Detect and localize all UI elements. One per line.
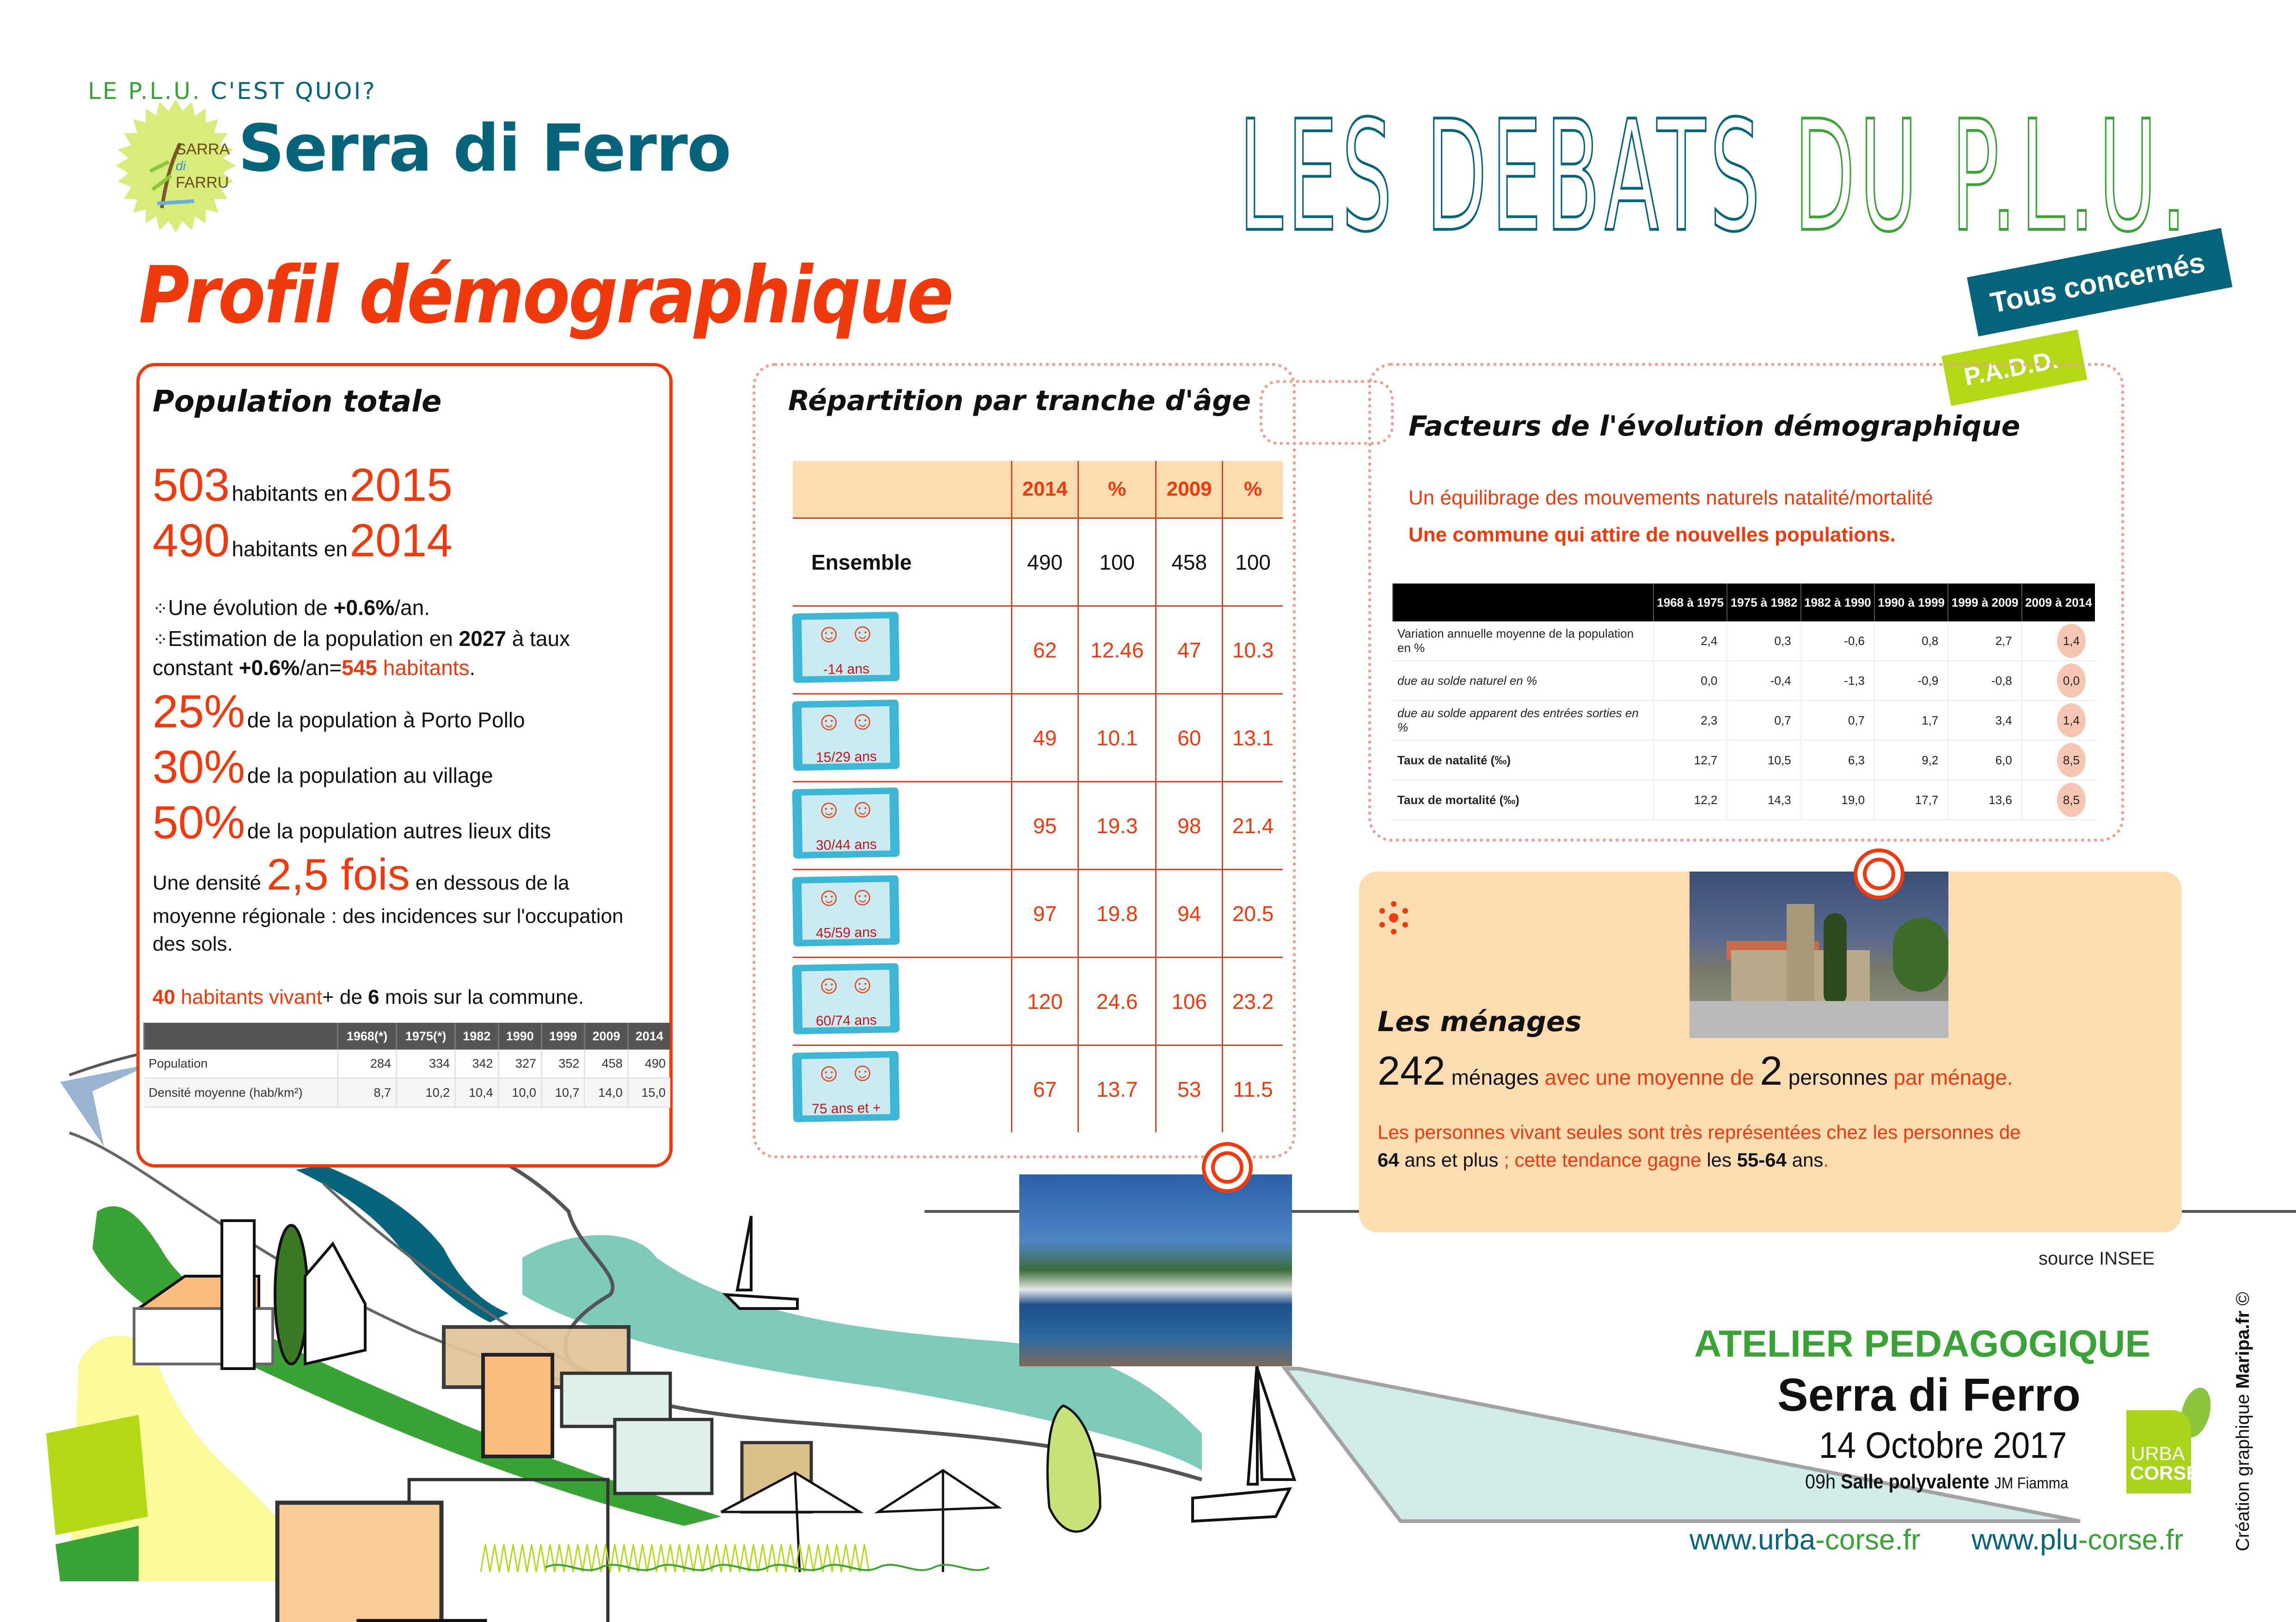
column-header: 2009 (1156, 461, 1223, 518)
table-cell: 284 (337, 1050, 396, 1078)
residents-line: 40 habitants vivant+ de 6 mois sur la commune. (153, 986, 584, 1008)
table-cell: -0,8 (1948, 661, 2021, 700)
column-header: 1982 à 1990 (1801, 584, 1874, 621)
table-cell: 1,7 (1874, 700, 1948, 740)
table-row (144, 1078, 671, 1107)
column-header: 1999 à 2009 (1948, 584, 2021, 621)
bullet-dots-icon: ⁘ (153, 630, 168, 650)
table-cell: 11.5 (1223, 1045, 1283, 1133)
table-cell: 14,3 (1727, 780, 1800, 820)
age-label: -14 ans (823, 661, 870, 677)
density-line2: moyenne régionale : des incidences sur l'occupation (153, 905, 624, 928)
house-2 (483, 1355, 552, 1456)
age-heading: Répartition par tranche d'âge (788, 385, 1251, 417)
factors-line1: Un équilibrage des mouvements naturels natalité/mortalité (1408, 486, 1933, 509)
menages-line3: 64 ans et plus ; cette tendance gagne les 55-64 ans. (1378, 1149, 1829, 1171)
column-header: 1982 (455, 1023, 498, 1050)
highlight-cell (2022, 621, 2095, 661)
table-cell: 12.46 (1078, 606, 1156, 694)
table-cell: -0,6 (1801, 621, 1874, 661)
column-header: % (1078, 461, 1156, 518)
table-row (1393, 780, 2095, 820)
atelier-title: ATELIER PEDAGOGIQUE (1694, 1323, 2151, 1365)
table-cell: 0,8 (1874, 621, 1948, 661)
table-header-row (793, 461, 1283, 518)
row-label: Ensemble (793, 518, 1012, 606)
table-cell: 19.3 (1078, 782, 1156, 870)
table-cell: 2,7 (1948, 621, 2021, 661)
logo-badge-line1: SARRA (176, 141, 230, 158)
density-line3: des sols. (153, 933, 233, 955)
pop-2015-line (153, 459, 453, 512)
table-cell: 120 (1012, 958, 1078, 1045)
table-cell: 19.8 (1078, 870, 1156, 958)
table-cell: 19,0 (1801, 780, 1874, 820)
faces-icon: ☺ ☺ (815, 1057, 876, 1087)
age-badge (792, 787, 900, 859)
table-cell: 327 (498, 1050, 541, 1078)
table-row-ensemble (793, 518, 1283, 606)
menages-summary: 242 ménages avec une moyenne de 2 personnes par ménage. (1378, 1048, 2013, 1094)
table-cell: 6,3 (1801, 740, 1874, 780)
event-venue: 09h Salle polyvalente JM Fiamma (1805, 1470, 2069, 1493)
plu-corse-link[interactable]: www.plu-corse.fr (1971, 1524, 2184, 1556)
age-group-cell (793, 606, 1012, 694)
table-cell: 100 (1223, 518, 1283, 606)
event-date: 14 Octobre 2017 (1819, 1425, 2067, 1466)
column-header (1393, 584, 1653, 621)
table-cell: 2,3 (1653, 700, 1727, 740)
bullet-estimation: ⁘Estimation de la population en 2027 à taux (153, 627, 570, 651)
column-header: % (1223, 461, 1283, 518)
row-label: Densité moyenne (hab/km²) (144, 1078, 338, 1107)
table-cell: 60 (1156, 694, 1223, 782)
pop-2014-line (153, 514, 453, 567)
table-cell: 95 (1012, 782, 1078, 870)
share-village: 30% de la population au village (153, 741, 493, 793)
commune-name: Serra di Ferro (238, 111, 731, 186)
table-row (1393, 621, 2095, 661)
table-cell: 10,2 (397, 1078, 455, 1107)
row-label: Variation annuelle moyenne de la population en % (1393, 621, 1653, 661)
row-label: due au solde naturel en % (1393, 661, 1653, 700)
age-group-cell (793, 958, 1012, 1045)
table-row (793, 606, 1283, 694)
population-heading: Population totale (153, 385, 442, 419)
table-cell: 490 (628, 1050, 670, 1078)
evolution-table (1392, 584, 2095, 820)
age-group-cell (793, 782, 1012, 870)
foliage (46, 1415, 148, 1535)
highlight-value: 8,5 (2057, 743, 2086, 777)
page-title: Profil démographique (139, 250, 952, 341)
faces-icon: ☺ ☺ (815, 881, 876, 912)
highlight-value: 0,0 (2057, 664, 2086, 698)
factors-panel (1368, 363, 2124, 842)
menages-line2: Les personnes vivant seules sont très représentées chez les personnes de (1378, 1121, 2021, 1143)
share-autres-lieux: 50% de la population autres lieux dits (153, 797, 551, 848)
column-header (144, 1023, 338, 1050)
grass (481, 1544, 869, 1572)
logo-tagline-part2: C'EST QUOI? (210, 78, 377, 104)
table-row (1393, 740, 2095, 780)
table-row (1393, 700, 2095, 740)
pop-2015-text: habitants en (232, 481, 348, 505)
table-cell: 490 (1012, 518, 1078, 606)
age-label: 45/59 ans (815, 924, 877, 941)
table-cell: 0,3 (1727, 621, 1800, 661)
table-cell: 67 (1012, 1045, 1078, 1133)
pop-2015-year: 2015 (349, 459, 453, 511)
column-header: 1990 à 1999 (1874, 584, 1948, 621)
age-table (793, 461, 1283, 1132)
debats-title-part1: LES DEBATS (1239, 88, 1765, 265)
debats-title-part2: DU P.L.U. (1794, 88, 2191, 265)
table-cell: 14,0 (585, 1078, 628, 1107)
table-cell: 0,7 (1801, 700, 1874, 740)
table-cell: 20.5 (1223, 870, 1283, 958)
table-cell: 8,7 (337, 1078, 396, 1107)
table-cell: 6,0 (1948, 740, 2021, 780)
column-header: 1990 (498, 1023, 541, 1050)
age-badge (792, 963, 900, 1034)
target-ring-icon (1202, 1142, 1253, 1193)
age-badge (792, 875, 900, 946)
table-cell: 49 (1012, 694, 1078, 782)
population-history-table (143, 1023, 670, 1108)
padd-label: P.A.D.D. (1962, 345, 2061, 391)
table-cell: 10,7 (541, 1078, 584, 1107)
pop-2014-text: habitants en (232, 537, 348, 561)
column-header: 2009 (585, 1023, 628, 1050)
age-label: 30/44 ans (815, 836, 877, 854)
pop-2014-year: 2014 (349, 515, 453, 566)
dots-flower-icon (1378, 899, 1410, 936)
highlight-value: 1,4 (2057, 703, 2086, 737)
table-cell: 3,4 (1948, 700, 2021, 740)
table-cell: 334 (397, 1050, 455, 1078)
tous-concernes-label: Tous concernés (1988, 246, 2208, 319)
table-cell: 94 (1156, 870, 1223, 958)
port-photo (1019, 1174, 1292, 1366)
table-cell: 10.1 (1078, 694, 1156, 782)
row-label: Taux de natalité (‰) (1393, 740, 1653, 780)
table-cell: 10,0 (498, 1078, 541, 1107)
age-group-cell (793, 870, 1012, 958)
table-cell: 98 (1156, 782, 1223, 870)
urba-corse-logo: URBA CORSE (2126, 1410, 2191, 1493)
table-cell: 458 (585, 1050, 628, 1078)
logo-tagline-part1: LE P.L.U. (88, 78, 202, 104)
bullet-dots-icon: ⁘ (153, 599, 168, 619)
logo-badge-line3: FARRU (176, 174, 229, 191)
age-group-cell (793, 694, 1012, 782)
highlight-cell (2022, 780, 2095, 820)
table-cell: 47 (1156, 606, 1223, 694)
factors-heading: Facteurs de l'évolution démographique (1408, 410, 2020, 442)
table-header-row (1393, 584, 2095, 621)
age-group-cell (793, 1045, 1012, 1133)
table-cell: 0,0 (1653, 661, 1727, 700)
table-cell: 2,4 (1653, 621, 1727, 661)
logo-badge-line2: di (176, 159, 186, 173)
age-label: 60/74 ans (815, 1012, 877, 1029)
menages-average: 2 (1760, 1048, 1783, 1094)
table-cell: 12,7 (1653, 740, 1727, 780)
house-7 (277, 1503, 441, 1622)
highlight-cell (2022, 661, 2095, 700)
highlight-cell (2022, 700, 2095, 740)
density-line1: Une densité 2,5 fois en dessous de la (153, 850, 569, 899)
table-cell: 21.4 (1223, 782, 1283, 870)
faces-icon: ☺ ☺ (815, 793, 876, 824)
church-photo (1690, 872, 1948, 1038)
logo-badge (106, 97, 245, 236)
table-cell: -0,4 (1727, 661, 1800, 700)
table-row (793, 958, 1283, 1045)
table-header-row (144, 1023, 671, 1050)
faces-icon: ☺ ☺ (815, 617, 876, 648)
table-row (1393, 661, 2095, 700)
column-header: 1999 (541, 1023, 584, 1050)
table-row (793, 870, 1283, 958)
column-header: 2014 (628, 1023, 670, 1050)
table-cell: 23.2 (1223, 958, 1283, 1045)
faces-icon: ☺ ☺ (815, 705, 876, 736)
sailboat-large (1193, 1359, 1294, 1521)
table-cell: 24.6 (1078, 958, 1156, 1045)
pop-2014-value: 490 (153, 515, 230, 566)
bullet-evolution: ⁘Une évolution de +0.6%/an. (153, 596, 430, 620)
table-cell: -1,3 (1801, 661, 1874, 700)
table-cell: 13.1 (1223, 694, 1283, 782)
factors-line2: Une commune qui attire de nouvelles populations. (1408, 523, 1896, 546)
debats-title (1239, 88, 2191, 265)
church-drawing (134, 1221, 365, 1369)
table-row (793, 1045, 1283, 1133)
table-row (144, 1050, 671, 1078)
design-credit: Création graphique Maripa.fr © (2233, 1292, 2253, 1551)
table-cell: 352 (541, 1050, 584, 1078)
table-cell: 9,2 (1874, 740, 1948, 780)
column-header: 1975(*) (397, 1023, 455, 1050)
table-cell: 10.3 (1223, 606, 1283, 694)
table-cell: 53 (1156, 1045, 1223, 1133)
column-header: 1975 à 1982 (1727, 584, 1800, 621)
table-cell: -0,9 (1874, 661, 1948, 700)
column-header: 1968 à 1975 (1653, 584, 1727, 621)
source-label: source INSEE (2039, 1248, 2155, 1269)
population-panel (136, 363, 673, 1167)
row-label: Taux de mortalité (‰) (1393, 780, 1653, 820)
table-cell: 458 (1156, 518, 1223, 606)
table-cell: 106 (1156, 958, 1223, 1045)
age-label: 75 ans et + (811, 1100, 881, 1117)
age-badge (792, 700, 900, 771)
share-porto-pollo: 25% de la population à Porto Pollo (153, 686, 525, 737)
column-header: 1968(*) (337, 1023, 396, 1050)
highlight-cell (2022, 740, 2095, 780)
table-cell: 0,7 (1727, 700, 1800, 740)
bullet-estimation-cont: constant +0.6%/an=545 habitants. (153, 656, 476, 680)
highlight-value: 1,4 (2057, 624, 2086, 658)
menages-heading: Les ménages (1378, 1006, 1582, 1038)
age-badge (792, 1051, 900, 1122)
table-cell: 13.7 (1078, 1045, 1156, 1133)
table-cell: 10,5 (1727, 740, 1800, 780)
age-label: 15/29 ans (815, 749, 877, 766)
table-cell: 342 (455, 1050, 498, 1078)
table-cell: 13,6 (1948, 780, 2021, 820)
table-row (793, 782, 1283, 870)
house-4 (615, 1419, 712, 1493)
row-label: due au solde apparent des entrées sorties en % (1393, 700, 1653, 740)
table-cell: 10,4 (455, 1078, 498, 1107)
pop-2015-value: 503 (153, 459, 230, 511)
table-cell: 15,0 (628, 1078, 670, 1107)
row-label: Population (144, 1050, 338, 1078)
menages-panel (1359, 872, 2182, 1232)
faces-icon: ☺ ☺ (815, 969, 876, 1000)
footer-commune: Serra di Ferro (1777, 1369, 2081, 1421)
table-cell: 62 (1012, 606, 1078, 694)
column-header: 2009 à 2014 (2022, 584, 2095, 621)
menages-count: 242 (1378, 1048, 1445, 1094)
column-header (793, 461, 1012, 518)
highlight-value: 8,5 (2057, 783, 2086, 817)
table-cell: 17,7 (1874, 780, 1948, 820)
table-cell: 97 (1012, 870, 1078, 958)
column-header: 2014 (1012, 461, 1078, 518)
table-cell: 12,2 (1653, 780, 1727, 820)
table-row (793, 694, 1283, 782)
sailboat-small (726, 1216, 797, 1309)
table-cell: 100 (1078, 518, 1156, 606)
urba-corse-link[interactable]: www.urba-corse.fr (1690, 1524, 1921, 1556)
target-ring-icon (1854, 848, 1904, 899)
age-badge (792, 612, 900, 683)
age-distribution-panel (753, 363, 1296, 1158)
logo-tagline (88, 78, 377, 104)
